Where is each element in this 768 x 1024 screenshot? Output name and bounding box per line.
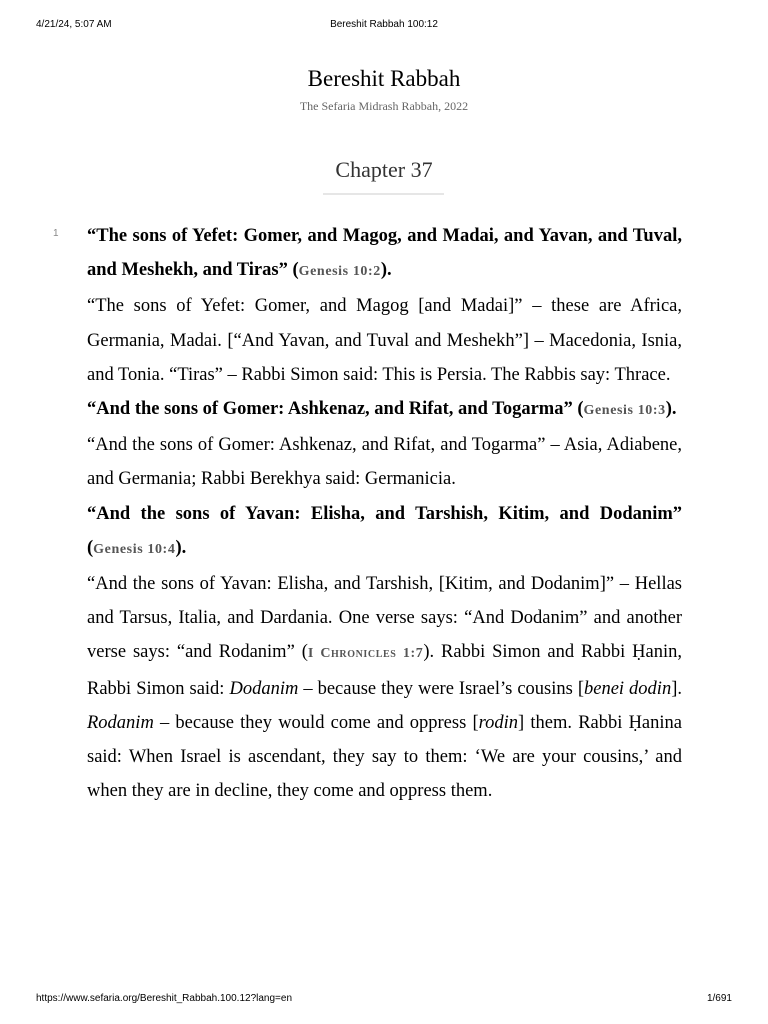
commentary-text: ] them. Rabbi Ḥanina said: When Israel is ascendant, they say to them: ‘We are your cousins,’ and when they are in decline, they come and oppress them. — [87, 712, 682, 802]
ref-open: ( — [287, 260, 299, 281]
commentary-text: ]. — [671, 678, 682, 699]
italic-term: Rodanim — [87, 712, 154, 733]
segment-number[interactable]: 1 — [53, 228, 59, 239]
chapter-title: Chapter 37 — [335, 157, 433, 182]
verse-quote: “And the sons of Gomer: Ashkenaz, and Rifat, and Togarma” — [87, 399, 573, 420]
italic-term: Dodanim — [229, 678, 299, 699]
commentary-text: ). Rabbi Simon and Rabbi Ḥanin, Rabbi Simon said: — [87, 642, 682, 699]
chapter-divider — [323, 193, 444, 195]
ref-open: ( — [572, 399, 584, 420]
ref-link[interactable]: Genesis 10:2 — [298, 264, 381, 280]
commentary-paragraph: “And the sons of Gomer: Ashkenaz, and Rifat, and Togarma” – Asia, Adiabene, and Germania; Rabbi Berekhya said: Germanicia. — [87, 435, 682, 490]
ref-close: ). — [380, 260, 392, 281]
italic-term: benei dodin — [584, 678, 672, 699]
italic-term: rodin — [478, 712, 519, 733]
verse-paragraph — [87, 497, 682, 567]
verse-paragraph — [87, 392, 682, 428]
verse-quote: “The sons of Yefet: Gomer, and Magog, and Madai, and Yavan, and Tuval, and Meshekh, and Tiras” — [87, 226, 682, 281]
commentary-text: “And the sons of Yavan: Elisha, and Tarshish, [Kitim, and Dodanim]” – Hellas and Tarsus, Italia, and Dardania. One verse says: “And Dodanim” and another verse says: “and Rodanim” ( — [87, 574, 682, 663]
ref-close: ). — [175, 537, 187, 558]
ref-close: ). — [665, 399, 677, 420]
print-date: 4/21/24, 5:07 AM — [36, 19, 112, 30]
print-header — [36, 19, 732, 33]
print-url: https://www.sefaria.org/Bereshit_Rabbah.100.12?lang=en — [36, 993, 293, 1004]
book-title: Bereshit Rabbah — [307, 66, 461, 91]
ref-link[interactable]: I Chronicles 1:7 — [307, 646, 424, 662]
verse-quote: “And the sons of Yavan: Elisha, and Tarshish, Kitim, and Dodanim” — [87, 503, 682, 524]
passage-text — [87, 219, 682, 808]
commentary-text: – because they were Israel’s cousins [ — [298, 678, 584, 699]
commentary-paragraph — [87, 567, 682, 808]
ref-open: ( — [87, 537, 94, 558]
ref-link[interactable]: Genesis 10:3 — [583, 403, 666, 419]
verse-paragraph — [87, 219, 682, 289]
print-page-title: Bereshit Rabbah 100:12 — [330, 19, 438, 30]
ref-link[interactable]: Genesis 10:4 — [93, 541, 176, 557]
print-footer — [36, 993, 732, 1007]
print-page-number: 1/691 — [706, 993, 732, 1004]
book-subtitle: The Sefaria Midrash Rabbah, 2022 — [299, 99, 469, 113]
commentary-paragraph: “The sons of Yefet: Gomer, and Magog [and Madai]” – these are Africa, Germania, Madai. [“And Yavan, and Tuval and Meshekh”] – Macedonia, Isnia, and Tonia. “Tiras” – Rabbi Simon said: This is Persia. The Rabbis say: Thrace. — [87, 296, 682, 385]
commentary-text: – because they would come and oppress [ — [153, 712, 479, 733]
